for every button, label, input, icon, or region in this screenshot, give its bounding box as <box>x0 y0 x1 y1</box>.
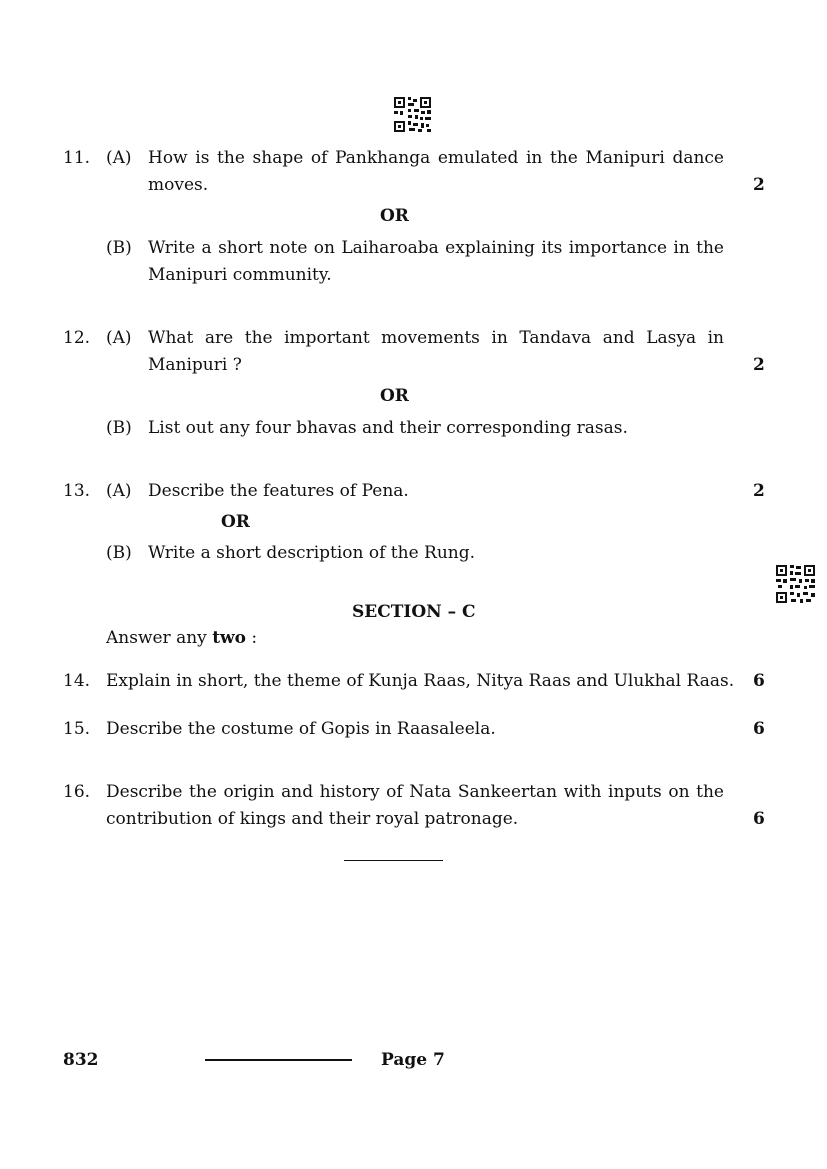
question-text: How is the shape of Pankhanga emulated in the Manipuri dance <box>148 148 724 168</box>
marks: 6 <box>753 671 765 691</box>
question-text: Describe the features of Pena. <box>148 481 409 501</box>
question-text: What are the important movements in Tandava and Lasya in <box>148 328 724 348</box>
end-divider <box>344 860 443 861</box>
question-number: 11. <box>63 148 91 168</box>
question-number: 12. <box>63 328 91 348</box>
section-heading: SECTION – C <box>352 602 476 622</box>
question-number: 15. <box>63 719 91 739</box>
page-number: Page 7 <box>381 1050 445 1070</box>
question-number: 14. <box>63 671 91 691</box>
question-text: Manipuri ? <box>148 355 242 375</box>
question-number: 16. <box>63 782 91 802</box>
paper-code: 832 <box>63 1050 99 1070</box>
question-text: List out any four bhavas and their corresponding rasas. <box>148 418 628 438</box>
instruction-suffix: : <box>246 628 258 648</box>
question-text: Describe the origin and history of Nata Sankeertan with inputs on the <box>106 782 724 802</box>
question-text: Describe the costume of Gopis in Raasaleela. <box>106 719 496 739</box>
option-label: (B) <box>106 543 132 563</box>
marks: 2 <box>753 355 765 375</box>
question-text: moves. <box>148 175 209 195</box>
side-qr-code-icon <box>776 565 815 603</box>
question-text: Explain in short, the theme of Kunja Raas, Nitya Raas and Ulukhal Raas. <box>106 671 735 691</box>
section-instruction <box>106 625 257 652</box>
option-label: (B) <box>106 238 132 258</box>
option-label: (A) <box>106 481 132 501</box>
or-separator: OR <box>221 512 250 532</box>
or-separator: OR <box>380 206 409 226</box>
marks: 6 <box>753 809 765 829</box>
question-text: Write a short description of the Rung. <box>148 543 476 563</box>
instruction-prefix: Answer any <box>106 628 213 648</box>
option-label: (B) <box>106 418 132 438</box>
top-qr-code-icon <box>394 97 431 132</box>
option-label: (A) <box>106 148 132 168</box>
marks: 2 <box>753 481 765 501</box>
instruction-count: two <box>212 628 247 648</box>
question-text: Write a short note on Laiharoaba explaining its importance in the <box>148 238 724 258</box>
footer-divider <box>205 1059 352 1061</box>
option-label: (A) <box>106 328 132 348</box>
or-separator: OR <box>380 386 409 406</box>
question-number: 13. <box>63 481 91 501</box>
marks: 2 <box>753 175 765 195</box>
question-text: Manipuri community. <box>148 265 332 285</box>
question-text: contribution of kings and their royal patronage. <box>106 809 519 829</box>
marks: 6 <box>753 719 765 739</box>
